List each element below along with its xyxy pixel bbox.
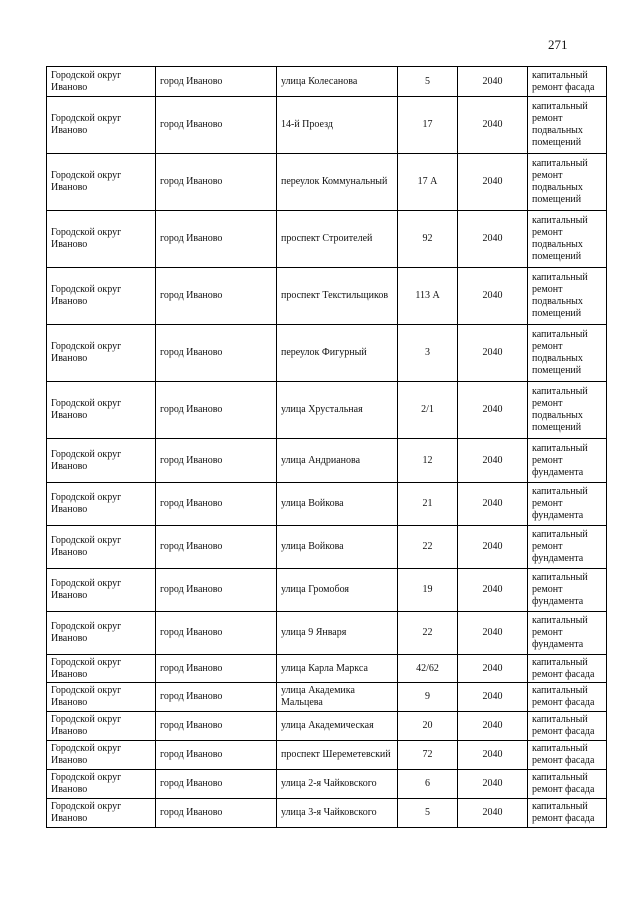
city-cell: город Иваново [156, 569, 277, 612]
work-type-cell: капитальный ремонт фасада [528, 741, 607, 770]
street-cell: улица Войкова [277, 526, 398, 569]
work-type-cell: капитальный ремонт подвальных помещений [528, 382, 607, 439]
house-number-cell: 17 А [398, 154, 458, 211]
house-number-cell: 2/1 [398, 382, 458, 439]
house-number-cell: 21 [398, 483, 458, 526]
work-type-cell: капитальный ремонт фасада [528, 770, 607, 799]
district-cell: Городской округ Иваново [47, 770, 156, 799]
city-cell: город Иваново [156, 268, 277, 325]
city-cell: город Иваново [156, 526, 277, 569]
year-cell: 2040 [458, 211, 528, 268]
street-cell: улица Андрианова [277, 439, 398, 483]
work-type-cell: капитальный ремонт фундамента [528, 612, 607, 655]
street-cell: переулок Коммунальный [277, 154, 398, 211]
house-number-cell: 6 [398, 770, 458, 799]
city-cell: город Иваново [156, 483, 277, 526]
city-cell: город Иваново [156, 683, 277, 712]
district-cell: Городской округ Иваново [47, 382, 156, 439]
table-row [47, 612, 607, 655]
house-number-cell: 22 [398, 526, 458, 569]
year-cell: 2040 [458, 741, 528, 770]
house-number-cell: 5 [398, 67, 458, 97]
registry-table [46, 66, 607, 828]
table-row [47, 655, 607, 683]
house-number-cell: 19 [398, 569, 458, 612]
work-type-cell: капитальный ремонт подвальных помещений [528, 211, 607, 268]
district-cell: Городской округ Иваново [47, 439, 156, 483]
work-type-cell: капитальный ремонт фасада [528, 67, 607, 97]
work-type-cell: капитальный ремонт фундамента [528, 526, 607, 569]
work-type-cell: капитальный ремонт подвальных помещений [528, 97, 607, 154]
district-cell: Городской округ Иваново [47, 569, 156, 612]
work-type-cell: капитальный ремонт подвальных помещений [528, 268, 607, 325]
year-cell: 2040 [458, 325, 528, 382]
work-type-cell: капитальный ремонт фундамента [528, 569, 607, 612]
house-number-cell: 5 [398, 799, 458, 828]
year-cell: 2040 [458, 799, 528, 828]
district-cell: Городской округ Иваново [47, 325, 156, 382]
work-type-cell: капитальный ремонт фасада [528, 712, 607, 741]
year-cell: 2040 [458, 683, 528, 712]
table-row [47, 67, 607, 97]
district-cell: Городской округ Иваново [47, 67, 156, 97]
house-number-cell: 17 [398, 97, 458, 154]
district-cell: Городской округ Иваново [47, 712, 156, 741]
table-row [47, 439, 607, 483]
work-type-cell: капитальный ремонт фасада [528, 683, 607, 712]
street-cell: проспект Шереметевский [277, 741, 398, 770]
street-cell: улица Колесанова [277, 67, 398, 97]
table-row [47, 325, 607, 382]
year-cell: 2040 [458, 526, 528, 569]
work-type-cell: капитальный ремонт фундамента [528, 483, 607, 526]
page-number: 271 [548, 37, 568, 52]
city-cell: город Иваново [156, 325, 277, 382]
year-cell: 2040 [458, 382, 528, 439]
table-row [47, 799, 607, 828]
city-cell: город Иваново [156, 655, 277, 683]
street-cell: улица Хрустальная [277, 382, 398, 439]
house-number-cell: 20 [398, 712, 458, 741]
year-cell: 2040 [458, 154, 528, 211]
table-row [47, 526, 607, 569]
city-cell: город Иваново [156, 154, 277, 211]
street-cell: 14-й Проезд [277, 97, 398, 154]
work-type-cell: капитальный ремонт фасада [528, 655, 607, 683]
year-cell: 2040 [458, 569, 528, 612]
year-cell: 2040 [458, 268, 528, 325]
city-cell: город Иваново [156, 799, 277, 828]
house-number-cell: 72 [398, 741, 458, 770]
street-cell: улица 2-я Чайковского [277, 770, 398, 799]
house-number-cell: 3 [398, 325, 458, 382]
work-type-cell: капитальный ремонт фундамента [528, 439, 607, 483]
year-cell: 2040 [458, 612, 528, 655]
registry-table-body [47, 67, 607, 828]
table-row [47, 382, 607, 439]
table-row [47, 770, 607, 799]
district-cell: Городской округ Иваново [47, 741, 156, 770]
city-cell: город Иваново [156, 97, 277, 154]
house-number-cell: 22 [398, 612, 458, 655]
street-cell: улица Карла Маркса [277, 655, 398, 683]
street-cell: переулок Фигурный [277, 325, 398, 382]
district-cell: Городской округ Иваново [47, 655, 156, 683]
table-row [47, 154, 607, 211]
house-number-cell: 12 [398, 439, 458, 483]
house-number-cell: 42/62 [398, 655, 458, 683]
city-cell: город Иваново [156, 211, 277, 268]
house-number-cell: 92 [398, 211, 458, 268]
district-cell: Городской округ Иваново [47, 154, 156, 211]
district-cell: Городской округ Иваново [47, 483, 156, 526]
street-cell: улица Академическая [277, 712, 398, 741]
street-cell: улица 3-я Чайковского [277, 799, 398, 828]
house-number-cell: 113 А [398, 268, 458, 325]
city-cell: город Иваново [156, 67, 277, 97]
street-cell: улица Войкова [277, 483, 398, 526]
district-cell: Городской округ Иваново [47, 799, 156, 828]
city-cell: город Иваново [156, 439, 277, 483]
street-cell: улица Громобоя [277, 569, 398, 612]
table-row [47, 97, 607, 154]
city-cell: город Иваново [156, 382, 277, 439]
work-type-cell: капитальный ремонт подвальных помещений [528, 325, 607, 382]
city-cell: город Иваново [156, 741, 277, 770]
city-cell: город Иваново [156, 770, 277, 799]
district-cell: Городской округ Иваново [47, 268, 156, 325]
street-cell: проспект Текстильщиков [277, 268, 398, 325]
district-cell: Городской округ Иваново [47, 97, 156, 154]
work-type-cell: капитальный ремонт подвальных помещений [528, 154, 607, 211]
year-cell: 2040 [458, 97, 528, 154]
year-cell: 2040 [458, 483, 528, 526]
district-cell: Городской округ Иваново [47, 526, 156, 569]
district-cell: Городской округ Иваново [47, 211, 156, 268]
house-number-cell: 9 [398, 683, 458, 712]
table-row [47, 211, 607, 268]
district-cell: Городской округ Иваново [47, 683, 156, 712]
year-cell: 2040 [458, 67, 528, 97]
work-type-cell: капитальный ремонт фасада [528, 799, 607, 828]
table-row [47, 569, 607, 612]
table-row [47, 683, 607, 712]
table-row [47, 741, 607, 770]
table-row [47, 268, 607, 325]
street-cell: проспект Строителей [277, 211, 398, 268]
year-cell: 2040 [458, 770, 528, 799]
year-cell: 2040 [458, 655, 528, 683]
city-cell: город Иваново [156, 612, 277, 655]
year-cell: 2040 [458, 439, 528, 483]
table-row [47, 483, 607, 526]
district-cell: Городской округ Иваново [47, 612, 156, 655]
table-row [47, 712, 607, 741]
street-cell: улица 9 Января [277, 612, 398, 655]
street-cell: улица Академика Мальцева [277, 683, 398, 712]
city-cell: город Иваново [156, 712, 277, 741]
year-cell: 2040 [458, 712, 528, 741]
